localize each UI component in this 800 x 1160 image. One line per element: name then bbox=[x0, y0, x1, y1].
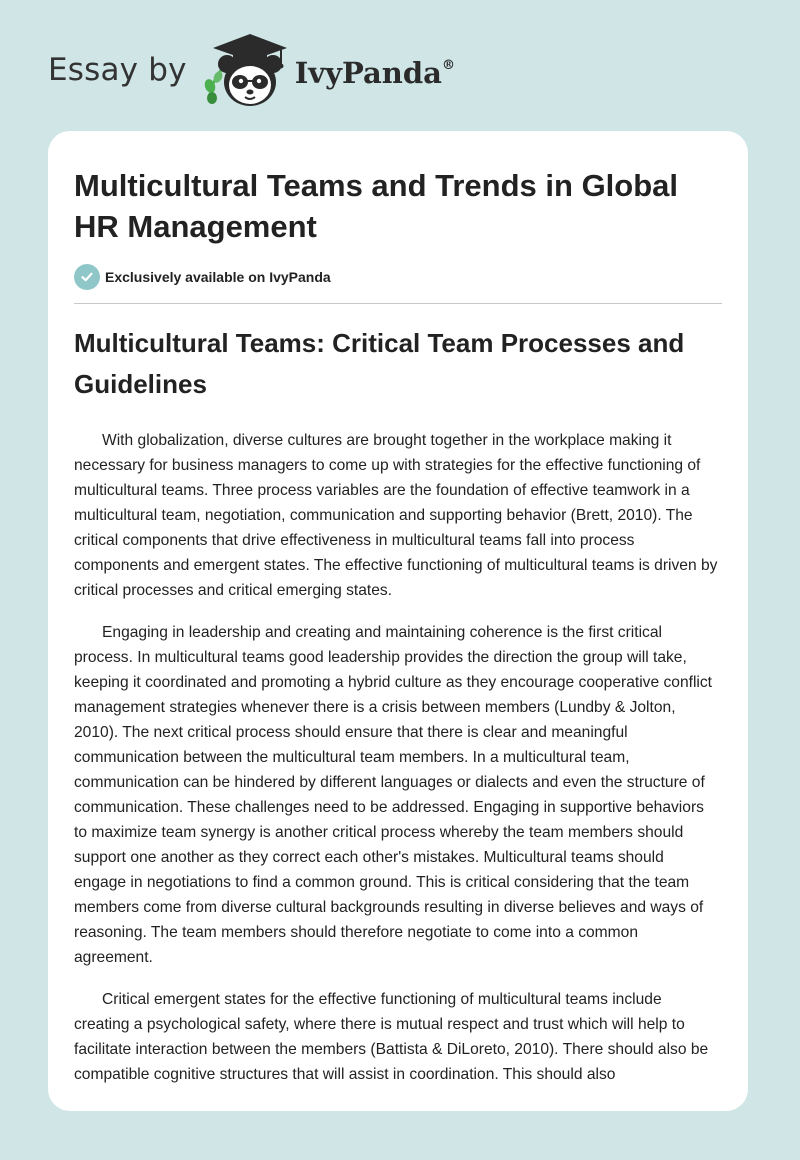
check-circle-icon bbox=[74, 264, 100, 290]
paragraph: Engaging in leadership and creating and maintaining coherence is the first critical process. In multicultural teams good leadership provides the direction the group will take, keeping it coordinated and promoting a hybrid culture as they encourage cooperative conflict management strategies whenever there is a crisis between members (Lundby & Jolton, 2010). The next critical process should ensure that there is clear and meaningful communication between the multicultural team members. In a multicultural team, communication can be hindered by different languages or dialects and even the structure of communication. These challenges need to be addressed. Engaging in supportive behaviors to maximize team synergy is another critical process whereby the team members should support one another as they correct each other's mistakes. Multicultural teams should engage in negotiations to find a common ground. This is critical considering that the team members come from diverse cultural backgrounds resulting in diverse believes and ways of reasoning. The team members should therefore negotiate to come into a common agreement. bbox=[74, 624, 713, 966]
site-header bbox=[48, 30, 455, 110]
registered-mark: ® bbox=[441, 58, 455, 73]
panda-logo-icon[interactable] bbox=[201, 30, 293, 110]
essay-card bbox=[48, 131, 748, 1111]
essay-body bbox=[74, 428, 720, 1104]
essay-by-label: Essay by bbox=[48, 52, 187, 88]
section-heading: Multicultural Teams: Critical Team Processes and Guidelines bbox=[74, 328, 685, 399]
exclusive-label: Exclusively available on IvyPanda bbox=[105, 269, 331, 285]
paragraph: Critical emergent states for the effective functioning of multicultural teams include creating a psychological safety, where there is mutual respect and trust which will help to facilitate interaction between the members (Battista & DiLoreto, 2010). There should also be compatible cognitive structures that will assist in coordination. This should also bbox=[74, 991, 709, 1083]
essay-title: Multicultural Teams and Trends in Global HR Management bbox=[74, 168, 679, 244]
paragraph: With globalization, diverse cultures are brought together in the workplace making it necessary for business managers to come up with strategies for the effective functioning of multicultural teams. Three process variables are the foundation of effective teamwork in a multicultural team, negotiation, communication and supporting behavior (Brett, 2010). The critical components that drive effectiveness in multicultural teams fall into process components and emergent states. The effective functioning of multicultural teams is driven by critical processes and critical emerging states. bbox=[74, 432, 718, 599]
divider bbox=[74, 303, 722, 304]
brand-name[interactable]: IvyPanda® bbox=[294, 56, 455, 90]
exclusive-badge bbox=[74, 264, 331, 290]
